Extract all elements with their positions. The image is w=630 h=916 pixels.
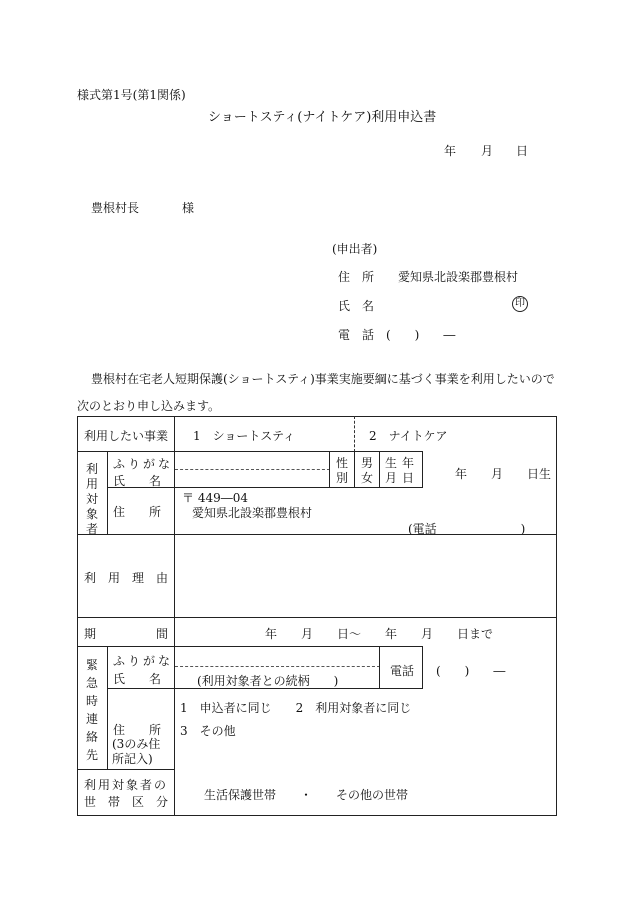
user-phone: (電話 )	[408, 522, 526, 536]
emergency-name-label: 氏 名	[113, 672, 162, 686]
user-vertical-label: 利用対象者	[85, 462, 98, 536]
address-option-line-2: 3 その他	[180, 724, 236, 738]
gender-label: 性別	[335, 456, 348, 485]
birth-value: 年 月 日生	[455, 467, 552, 481]
intro-line-1: 豊根村在宅老人短期保護(ショートスティ)事業実施要綱に基づく事業を利用したいので	[91, 372, 555, 386]
name-label: 氏 名	[113, 474, 162, 488]
seal-mark: 印	[512, 296, 528, 312]
addressee-honorific: 様	[182, 201, 195, 215]
gender-value: 男女	[360, 456, 373, 485]
service-option-1: 1 ショートスティ	[193, 429, 296, 443]
applicant-address-value: 愛知県北設楽郡豊根村	[398, 270, 519, 284]
user-name-value-cell[interactable]	[174, 451, 330, 488]
period-label: 期 間	[84, 627, 169, 641]
form-id: 様式第1号(第1関係)	[77, 88, 186, 102]
emergency-name-value-cell[interactable]	[174, 646, 380, 689]
emergency-phone-value: ( ) ―	[436, 664, 506, 678]
address-option-line-1: 1 申込者に同じ 2 利用対象者に同じ	[180, 701, 412, 715]
household-value: 生活保護世帯 ・ その他の世帯	[204, 788, 409, 802]
applicant-phone-label: 電 話	[338, 328, 375, 342]
service-option-2: 2 ナイトケア	[369, 429, 448, 443]
emergency-furigana-label: ふりがな	[113, 654, 174, 668]
service-divider	[354, 416, 355, 452]
household-label-line-2: 世 帯 区 分	[84, 795, 169, 809]
applicant-label: (申出者)	[332, 242, 378, 256]
date-month: 月	[481, 144, 494, 158]
emergency-phone-label: 電話	[390, 664, 415, 678]
emergency-address-label: 住 所	[113, 723, 162, 737]
emergency-address-note: (3のみ住所記入)	[112, 737, 161, 766]
addressee-name: 豊根村長	[91, 201, 140, 215]
applicant-phone-format: ( ) ―	[386, 328, 456, 342]
date-day: 日	[516, 144, 529, 158]
furigana-label: ふりがな	[113, 457, 174, 471]
service-label: 利用したい事業	[84, 429, 169, 443]
form-title: ショートスティ(ナイトケア)利用申込書	[208, 110, 437, 125]
applicant-name-label: 氏 名	[338, 299, 375, 313]
address-label: 住 所	[113, 505, 162, 519]
applicant-address-label: 住 所	[338, 270, 375, 284]
relation-note: (利用対象者との続柄 )	[197, 674, 339, 688]
reason-value-cell[interactable]	[174, 534, 557, 618]
birth-label: 生年月日	[385, 456, 420, 485]
period-value: 年 月 日～ 年 月 日まで	[265, 627, 494, 641]
postal-code: 〒 449―04	[182, 491, 248, 505]
household-label-line-1: 利用対象者の	[84, 778, 169, 792]
date-year: 年	[444, 144, 457, 158]
user-address-value: 愛知県北設楽郡豊根村	[192, 506, 313, 520]
reason-label: 利 用 理 由	[84, 571, 169, 585]
intro-line-2: 次のとおり申し込みます。	[77, 399, 221, 413]
emergency-vertical-label: 緊急時連絡先	[85, 658, 98, 762]
